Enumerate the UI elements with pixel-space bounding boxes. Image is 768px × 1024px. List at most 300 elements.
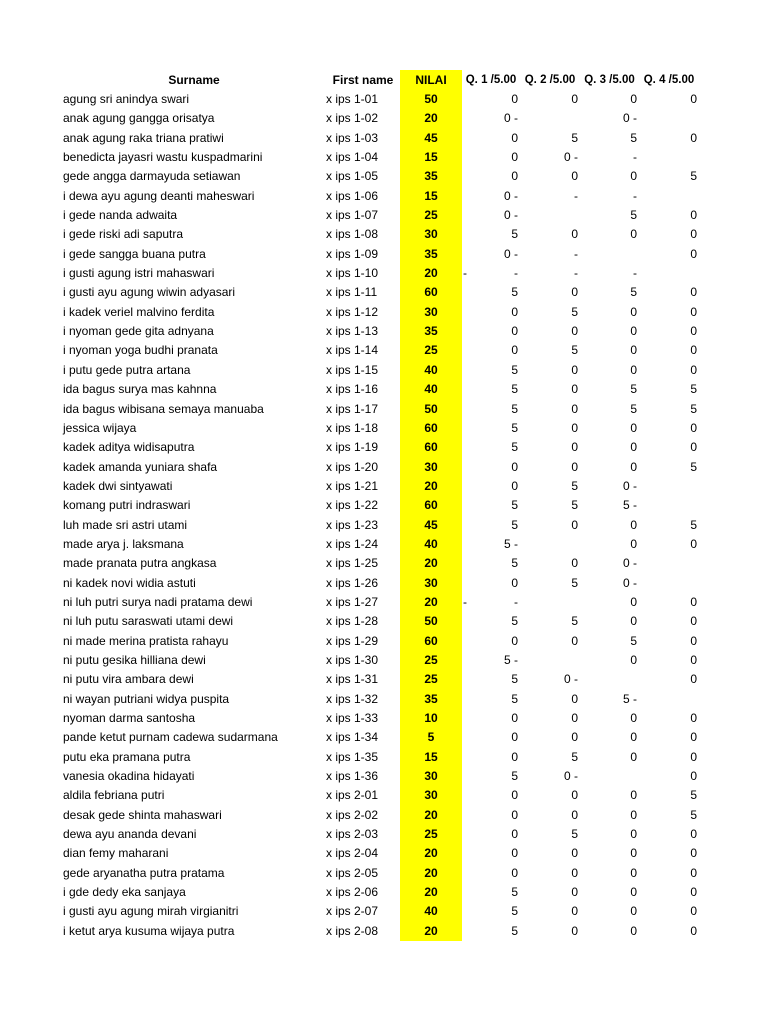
first-name-cell[interactable]: x ips 1-27 [326,594,379,609]
q3-cell[interactable]: 0 [630,614,637,629]
nilai-cell[interactable]: 40 [400,535,462,554]
surname-cell[interactable]: i kadek veriel malvino ferdita [63,304,215,319]
surname-cell[interactable]: i gusti ayu agung mirah virgianitri [63,904,239,919]
q4-cell[interactable]: 0 [690,304,697,319]
q4-cell[interactable]: 0 [690,440,697,455]
q1-cell[interactable]: 0 [511,304,518,319]
q4-cell[interactable] [639,690,699,709]
surname-cell[interactable]: i dewa ayu agung deanti maheswari [63,188,255,203]
q2-cell[interactable]: - [574,188,578,203]
surname-cell[interactable]: jessica wijaya [63,420,137,435]
nilai-cell[interactable]: 35 [400,245,462,264]
nilai-cell[interactable]: 20 [400,264,462,283]
q2-cell[interactable] [520,535,580,554]
first-name-cell[interactable]: x ips 1-11 [326,285,378,300]
first-name-cell[interactable]: x ips 1-02 [326,111,379,126]
q4-cell[interactable]: 0 [690,865,697,880]
q2-cell[interactable]: 5 [571,614,578,629]
q3-cell[interactable]: 0 [630,92,637,106]
q2-cell[interactable]: 5 [571,575,578,590]
surname-cell[interactable]: dewa ayu ananda devani [63,827,197,842]
nilai-cell[interactable]: 20 [400,593,462,612]
surname-cell[interactable]: dian femy maharani [63,846,169,861]
q2-cell[interactable]: 0 [571,788,578,803]
surname-cell[interactable]: ni putu vira ambara dewi [63,672,194,687]
first-name-cell[interactable]: x ips 1-24 [326,536,379,551]
q1-cell[interactable]: 5 [511,769,518,784]
q2-cell[interactable]: 5 [571,130,578,145]
first-name-cell[interactable]: x ips 1-31 [326,672,379,687]
q4-cell[interactable] [639,574,699,593]
first-name-cell[interactable]: x ips 1-18 [326,420,379,435]
q3-cell[interactable]: 5 [630,208,637,223]
q2-cell[interactable]: 5 [571,304,578,319]
first-name-cell[interactable]: x ips 1-19 [326,440,379,455]
q3-cell[interactable]: 0 [630,865,637,880]
surname-cell[interactable]: kadek dwi sintyawati [63,478,173,493]
q1-cell[interactable]: 5 [511,691,518,706]
q4-cell[interactable]: 0 [690,769,697,784]
q1-cell[interactable]: 5 [511,401,518,416]
surname-cell[interactable]: i putu gede putra artana [63,362,191,377]
q3-cell[interactable] [580,670,639,689]
first-name-cell[interactable]: x ips 1-29 [326,633,379,648]
q3-cell[interactable]: 5 [630,130,637,145]
nilai-cell[interactable]: 20 [400,844,462,863]
q1-cell[interactable]: 0 [511,324,518,339]
q3-cell[interactable]: 0 [630,730,637,745]
surname-cell[interactable]: i gede nanda adwaita [63,208,178,223]
first-name-cell[interactable]: x ips 1-32 [326,691,379,706]
nilai-cell[interactable]: 25 [400,825,462,844]
q2-cell[interactable]: - [574,246,578,261]
q1-cell[interactable]: 0 [511,711,518,725]
q3-cell[interactable]: 5 - [622,498,637,513]
q1-cell[interactable]: 5 [511,517,518,532]
q4-cell[interactable]: 0 [690,652,697,667]
q1-cell[interactable]: 0 [511,169,518,184]
nilai-cell[interactable]: 40 [400,902,462,921]
q2-cell[interactable] [520,206,580,225]
surname-cell[interactable]: i gde dedy eka sanjaya [63,885,186,900]
q3-cell[interactable]: 0 [630,885,637,900]
q1-cell[interactable]: 0 [511,749,518,764]
q3-cell[interactable]: 5 [630,401,637,416]
q3-cell[interactable]: 0 - [622,556,637,571]
q2-cell[interactable]: 5 [571,478,578,493]
q1-cell[interactable]: 0 [511,575,518,590]
q3-cell[interactable]: 0 [630,652,637,667]
q3-cell[interactable]: 0 [630,923,637,938]
q4-cell[interactable] [639,264,699,283]
first-name-cell[interactable]: x ips 2-08 [326,923,379,938]
q3-cell[interactable]: 0 [630,324,637,339]
first-name-cell[interactable]: x ips 1-22 [326,498,379,513]
q2-cell[interactable]: 0 [571,169,578,184]
q4-cell[interactable]: 0 [690,92,697,106]
q4-cell[interactable]: 5 [690,169,697,184]
first-name-cell[interactable]: x ips 1-33 [326,711,379,725]
surname-cell[interactable]: made arya j. laksmana [63,536,184,551]
surname-cell[interactable]: i gede riski adi saputra [63,227,184,242]
q1-cell[interactable]: 0 [511,633,518,648]
surname-cell[interactable]: agung sri anindya swari [63,92,190,106]
q1-cell[interactable]: 5 [511,440,518,455]
q2-cell[interactable]: 0 [571,227,578,242]
q4-cell[interactable]: 0 [690,208,697,223]
q1-cell[interactable]: 5 - [503,652,518,667]
first-name-cell[interactable]: x ips 1-05 [326,169,379,184]
q3-cell[interactable]: 0 - [622,111,637,126]
q4-cell[interactable]: 0 [690,633,697,648]
q1-cell[interactable]: 0 [511,827,518,842]
first-name-cell[interactable]: x ips 1-16 [326,382,379,397]
q1-cell[interactable]: 0 [511,478,518,493]
q4-cell[interactable]: 0 [690,362,697,377]
first-name-cell[interactable]: x ips 1-15 [326,362,379,377]
nilai-cell[interactable]: 30 [400,767,462,786]
q2-cell[interactable]: 0 [571,92,578,106]
q3-cell[interactable] [580,767,639,786]
q2-cell[interactable] [520,109,580,128]
nilai-cell[interactable]: 15 [400,148,462,167]
q2-cell[interactable]: 0 [571,382,578,397]
surname-cell[interactable]: i nyoman gede gita adnyana [63,324,214,339]
first-name-cell[interactable]: x ips 1-07 [326,208,379,223]
q2-cell[interactable] [520,593,580,612]
q2-cell[interactable]: 0 [571,711,578,725]
nilai-cell[interactable]: 25 [400,670,462,689]
q3-cell[interactable]: - [633,266,637,281]
q4-cell[interactable]: 0 [690,923,697,938]
q1-cell[interactable]: 5 [511,362,518,377]
first-name-cell[interactable]: x ips 1-17 [326,401,379,416]
surname-cell[interactable]: luh made sri astri utami [63,517,188,532]
q1-cell[interactable]: 5 [511,904,518,919]
first-name-cell[interactable]: x ips 2-06 [326,885,379,900]
q3-cell[interactable]: 0 [630,227,637,242]
surname-cell[interactable]: vanesia okadina hidayati [63,769,195,784]
q4-cell[interactable]: 0 [690,730,697,745]
nilai-cell[interactable]: 30 [400,303,462,322]
nilai-cell[interactable]: 10 [400,709,462,728]
q1-cell[interactable]: 0 [511,788,518,803]
q3-cell[interactable]: 5 [630,382,637,397]
q3-cell[interactable]: 0 [630,788,637,803]
first-name-cell[interactable]: x ips 2-07 [326,904,379,919]
q4-cell[interactable]: 5 [690,382,697,397]
q2-cell[interactable]: 0 [571,362,578,377]
surname-cell[interactable]: gede angga darmayuda setiawan [63,169,241,184]
q1-cell[interactable]: 0 [511,130,518,145]
first-name-cell[interactable]: x ips 2-05 [326,865,379,880]
first-name-cell[interactable]: x ips 1-06 [326,188,379,203]
q2-cell[interactable]: 0 - [563,769,578,784]
q4-cell[interactable]: 5 [690,459,697,474]
nilai-cell[interactable]: 20 [400,109,462,128]
q4-cell[interactable] [639,554,699,573]
first-name-cell[interactable]: x ips 1-08 [326,227,379,242]
q4-cell[interactable]: 0 [690,846,697,861]
q1-cell[interactable]: 0 [511,150,518,165]
nilai-cell[interactable]: 25 [400,651,462,670]
q3-cell[interactable]: 0 [630,536,637,551]
q4-cell[interactable] [639,496,699,515]
surname-cell[interactable]: i gusti ayu agung wiwin adyasari [63,285,236,300]
q3-cell[interactable]: 5 [630,285,637,300]
q4-cell[interactable]: 5 [690,807,697,822]
header-first-name[interactable]: First name [332,73,394,87]
q2-cell[interactable]: 5 [571,498,578,513]
q4-cell[interactable]: 0 [690,420,697,435]
nilai-cell[interactable]: 60 [400,438,462,457]
q4-cell[interactable]: 0 [690,285,697,300]
q3-cell[interactable]: 0 [630,749,637,764]
surname-cell[interactable]: nyoman darma santosha [63,711,196,725]
q2-cell[interactable]: 0 [571,401,578,416]
nilai-cell[interactable]: 35 [400,322,462,341]
nilai-cell[interactable]: 40 [400,361,462,380]
nilai-cell[interactable]: 15 [400,748,462,767]
q1-cell[interactable]: 0 [511,807,518,822]
surname-cell[interactable]: i ketut arya kusuma wijaya putra [63,923,235,938]
q1-cell[interactable]: 5 - [503,536,518,551]
first-name-cell[interactable]: x ips 1-14 [326,343,379,358]
nilai-cell[interactable]: 30 [400,225,462,244]
q2-cell[interactable]: 0 [571,730,578,745]
q4-cell[interactable]: 5 [690,401,697,416]
q1-cell[interactable]: 5 [511,227,518,242]
nilai-cell[interactable]: 30 [400,786,462,805]
q1-cell[interactable]: 5 [511,382,518,397]
first-name-cell[interactable]: x ips 2-01 [326,788,379,803]
nilai-cell[interactable]: 50 [400,90,462,109]
nilai-cell[interactable]: 5 [400,728,462,747]
q1-cell[interactable]: - [514,266,518,281]
q2-cell[interactable]: 0 [571,885,578,900]
nilai-cell[interactable]: 20 [400,922,462,941]
surname-cell[interactable]: i gusti agung istri mahaswari [63,266,215,281]
q2-cell[interactable]: 0 [571,633,578,648]
q3-cell[interactable]: 0 [630,594,637,609]
q1-cell[interactable]: 5 [511,672,518,687]
first-name-cell[interactable]: x ips 1-36 [326,769,379,784]
q4-cell[interactable]: 0 [690,614,697,629]
surname-cell[interactable]: i nyoman yoga budhi pranata [63,343,218,358]
first-name-cell[interactable]: x ips 1-20 [326,459,379,474]
q3-cell[interactable]: 0 [630,169,637,184]
surname-cell[interactable]: ida bagus wibisana semaya manuaba [63,401,264,416]
q3-cell[interactable]: 0 [630,420,637,435]
nilai-cell[interactable]: 50 [400,400,462,419]
first-name-cell[interactable]: x ips 1-12 [326,304,379,319]
nilai-cell[interactable]: 35 [400,690,462,709]
nilai-cell[interactable]: 20 [400,477,462,496]
q3-cell[interactable]: 0 [630,304,637,319]
q3-cell[interactable]: 5 - [622,691,637,706]
q2-cell[interactable]: 0 [571,517,578,532]
surname-cell[interactable]: ni wayan putriani widya puspita [63,691,230,706]
header-q2[interactable]: Q. 2 /5.00 [524,74,576,86]
surname-cell[interactable]: pande ketut purnam cadewa sudarmana [63,730,278,745]
q1-cell[interactable]: 0 [511,865,518,880]
header-q3[interactable]: Q. 3 /5.00 [584,74,635,86]
q3-cell[interactable]: 0 [630,362,637,377]
q2-cell[interactable]: 0 [571,846,578,861]
q4-cell[interactable] [639,109,699,128]
q1-cell[interactable]: 5 [511,285,518,300]
header-q1[interactable]: Q. 1 /5.00 [465,74,517,86]
q2-cell[interactable]: 0 [571,807,578,822]
q3-cell[interactable]: 0 [630,827,637,842]
nilai-cell[interactable]: 20 [400,554,462,573]
q2-cell[interactable]: 5 [571,749,578,764]
nilai-cell[interactable]: 60 [400,496,462,515]
q1-cell[interactable]: 0 - [503,246,518,261]
q3-cell[interactable]: 0 [630,517,637,532]
q4-cell[interactable] [639,148,699,167]
q1-cell[interactable]: 0 - [503,111,518,126]
surname-cell[interactable]: i gede sangga buana putra [63,246,206,261]
q4-cell[interactable]: 0 [690,672,697,687]
q1-cell[interactable]: 5 [511,498,518,513]
nilai-cell[interactable]: 35 [400,167,462,186]
surname-cell[interactable]: ni luh putri surya nadi pratama dewi [63,594,253,609]
q2-cell[interactable]: 0 [571,691,578,706]
q4-cell[interactable]: 0 [690,324,697,339]
first-name-cell[interactable]: x ips 1-28 [326,614,379,629]
surname-cell[interactable]: putu eka pramana putra [63,749,191,764]
surname-cell[interactable]: anak agung raka triana pratiwi [63,130,224,145]
q2-cell[interactable]: 0 [571,459,578,474]
q2-cell[interactable]: 0 - [563,672,578,687]
q3-cell[interactable]: 0 - [622,478,637,493]
q2-cell[interactable]: 0 [571,904,578,919]
first-name-cell[interactable]: x ips 2-03 [326,827,379,842]
first-name-cell[interactable]: x ips 1-04 [326,150,379,165]
q2-cell[interactable]: 0 - [563,150,578,165]
q4-cell[interactable]: 0 [690,536,697,551]
q4-cell[interactable]: 0 [690,246,697,261]
header-nilai[interactable]: NILAI [400,70,462,90]
first-name-cell[interactable]: x ips 1-26 [326,575,379,590]
q3-cell[interactable]: 0 [630,904,637,919]
first-name-cell[interactable]: x ips 1-23 [326,517,379,532]
q1-cell[interactable]: 0 [511,343,518,358]
surname-cell[interactable]: ida bagus surya mas kahnna [63,382,217,397]
q1-cell[interactable]: 0 [511,459,518,474]
q1-cell[interactable]: 5 [511,556,518,571]
q2-cell[interactable]: 0 [571,556,578,571]
q3-cell[interactable]: 0 [630,343,637,358]
nilai-cell[interactable]: 20 [400,883,462,902]
surname-cell[interactable]: kadek amanda yuniara shafa [63,459,218,474]
q1-cell[interactable]: 5 [511,923,518,938]
q4-cell[interactable]: 0 [690,904,697,919]
q1-cell[interactable]: 0 - [503,208,518,223]
q3-cell[interactable] [580,245,639,264]
q4-cell[interactable]: 0 [690,130,697,145]
header-q4[interactable]: Q. 4 /5.00 [643,74,695,86]
q1-cell[interactable]: 0 [511,730,518,745]
q1-cell[interactable]: 5 [511,614,518,629]
q4-cell[interactable]: 0 [690,827,697,842]
q2-cell[interactable]: 0 [571,285,578,300]
surname-cell[interactable]: ni putu gesika hilliana dewi [63,652,206,667]
nilai-cell[interactable]: 30 [400,574,462,593]
q2-cell[interactable]: 0 [571,440,578,455]
q2-cell[interactable]: 0 [571,420,578,435]
surname-cell[interactable]: aldila febriana putri [63,788,165,803]
q2-cell[interactable]: 5 [571,827,578,842]
nilai-cell[interactable]: 60 [400,632,462,651]
surname-cell[interactable]: ni kadek novi widia astuti [63,575,196,590]
first-name-cell[interactable]: x ips 1-35 [326,749,379,764]
nilai-cell[interactable]: 25 [400,341,462,360]
nilai-cell[interactable]: 20 [400,806,462,825]
q2-cell[interactable] [520,651,580,670]
q3-cell[interactable]: 0 [630,807,637,822]
first-name-cell[interactable]: x ips 1-21 [326,478,379,493]
nilai-cell[interactable]: 40 [400,380,462,399]
surname-cell[interactable]: made pranata putra angkasa [63,556,217,571]
first-name-cell[interactable]: x ips 2-04 [326,846,379,861]
q4-cell[interactable]: 5 [690,517,697,532]
first-name-cell[interactable]: x ips 1-03 [326,130,379,145]
q4-cell[interactable]: 0 [690,885,697,900]
q1-cell[interactable]: 0 [511,92,518,106]
q3-cell[interactable]: 5 [630,633,637,648]
q4-cell[interactable] [639,477,699,496]
q3-cell[interactable]: 0 - [622,575,637,590]
q4-cell[interactable]: 0 [690,711,697,725]
first-name-cell[interactable]: x ips 1-01 [326,92,379,106]
q2-cell[interactable]: 5 [571,343,578,358]
q4-cell[interactable]: 5 [690,788,697,803]
first-name-cell[interactable]: x ips 2-02 [326,807,379,822]
header-surname[interactable]: Surname [168,73,220,87]
nilai-cell[interactable]: 60 [400,283,462,302]
q1-cell[interactable]: 0 [511,846,518,861]
q1-cell[interactable]: 5 [511,885,518,900]
q1-cell[interactable]: - [514,594,518,609]
q4-cell[interactable]: 0 [690,594,697,609]
first-name-cell[interactable]: x ips 1-30 [326,652,379,667]
q1-cell[interactable]: 0 - [503,188,518,203]
q2-cell[interactable]: 0 [571,324,578,339]
nilai-cell[interactable]: 15 [400,187,462,206]
surname-cell[interactable]: desak gede shinta mahaswari [63,807,222,822]
q3-cell[interactable]: 0 [630,846,637,861]
nilai-cell[interactable]: 30 [400,458,462,477]
surname-cell[interactable]: benedicta jayasri wastu kuspadmarini [63,150,263,165]
q3-cell[interactable]: 0 [630,440,637,455]
nilai-cell[interactable]: 50 [400,612,462,631]
nilai-cell[interactable]: 60 [400,419,462,438]
surname-cell[interactable]: gede aryanatha putra pratama [63,865,225,880]
q3-cell[interactable]: 0 [630,711,637,725]
q3-cell[interactable]: - [633,188,637,203]
surname-cell[interactable]: ni made merina pratista rahayu [63,633,229,648]
q2-cell[interactable]: 0 [571,865,578,880]
nilai-cell[interactable]: 20 [400,864,462,883]
nilai-cell[interactable]: 45 [400,129,462,148]
surname-cell[interactable]: komang putri indraswari [63,498,191,513]
q2-cell[interactable]: - [574,266,578,281]
q3-cell[interactable]: - [633,150,637,165]
q1-cell[interactable]: 5 [511,420,518,435]
q2-cell[interactable]: 0 [571,923,578,938]
